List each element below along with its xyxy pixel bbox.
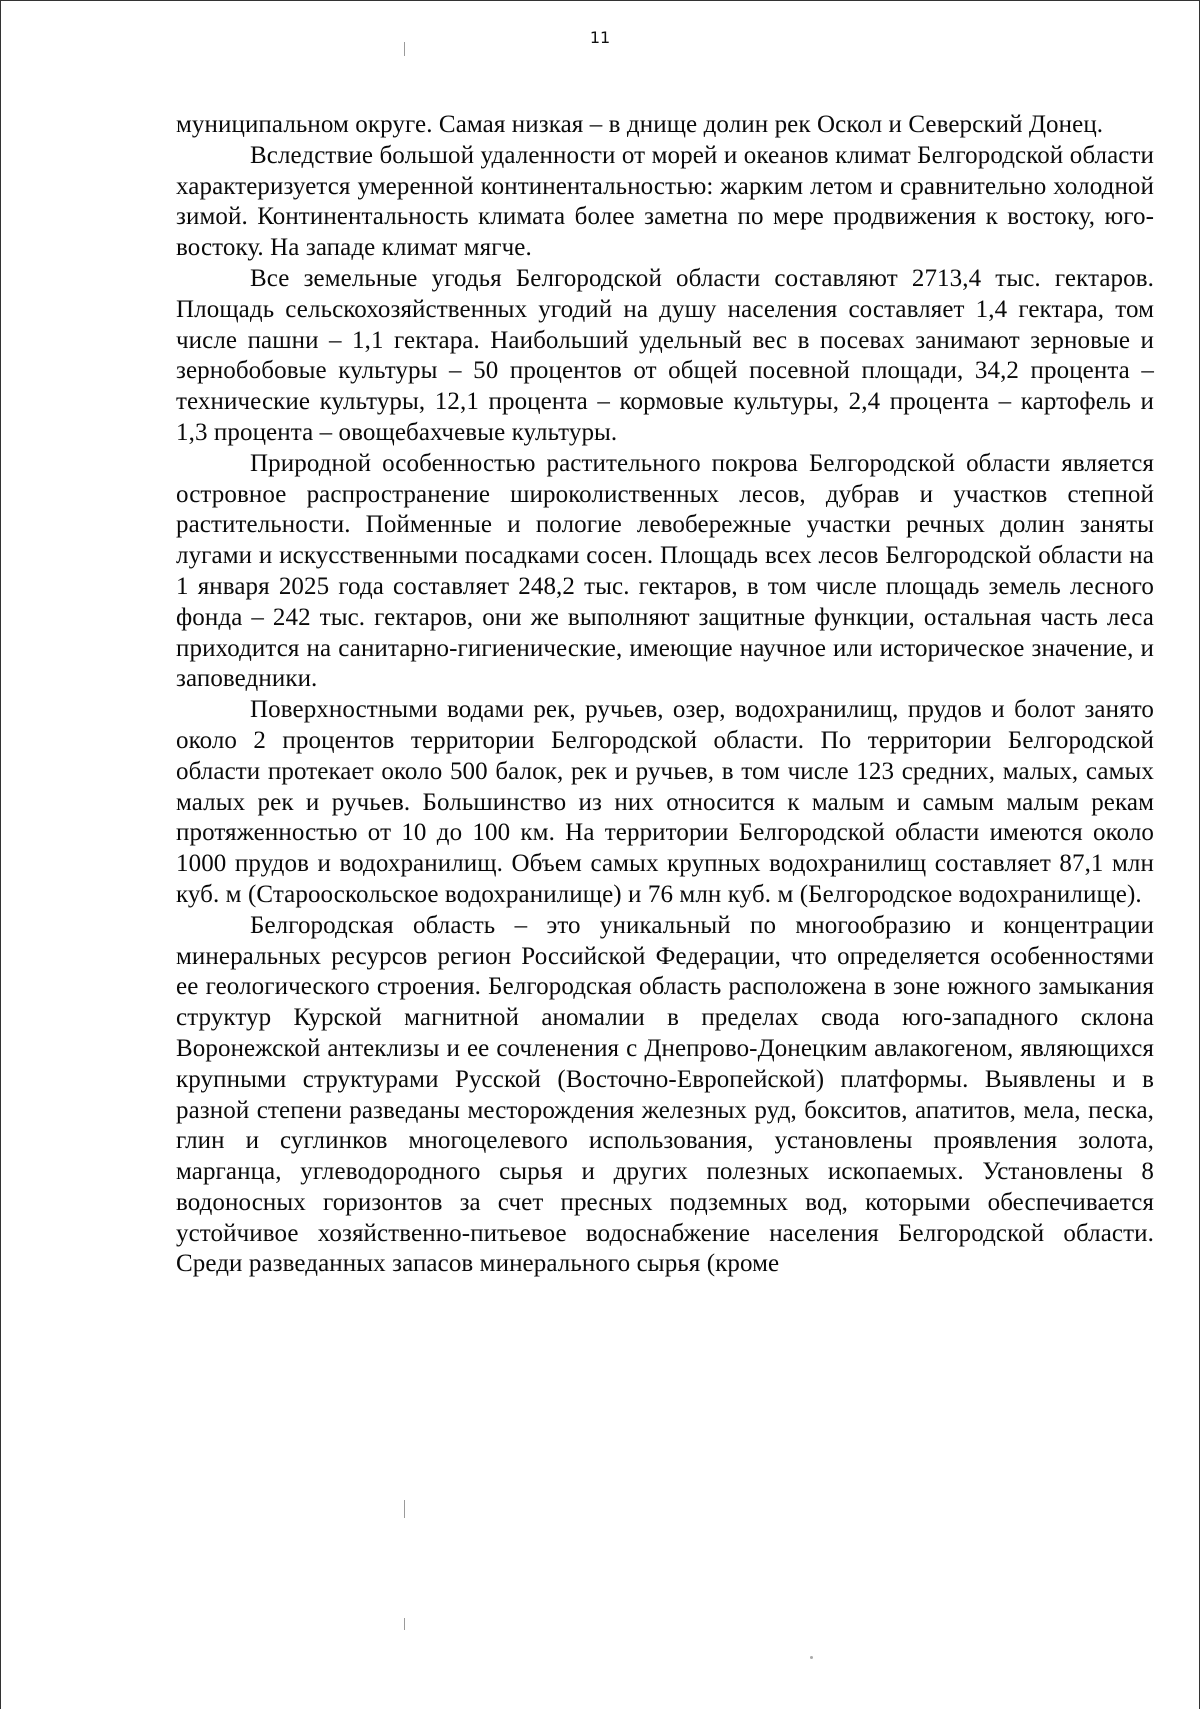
scan-speck [810,1656,813,1659]
scan-fold-mark [404,1618,405,1630]
scan-fold-mark [404,1500,405,1518]
paragraph: Вследствие большой удаленности от морей и океанов климат Белгородской области характеризуется умеренной континентальностью: жарким летом и сравнительно холодной зимой. Континентальность климата более заметна по мере продвижения к востоку, юго-востоку. На западе климат мягче. [176,141,1154,262]
paragraph: Все земельные угодья Белгородской области составляют 2713,4 тыс. гектаров. Площадь сельскохозяйственных угодий на душу населения составляет 1,4 гектара, том числе пашни – 1,1 гектара. Наибольший удельный вес в посевах занимают зерновые и зернобобовые культуры – 50 процентов от общей посевной площади, 34,2 процента – технические культуры, 12,1 процента – кормовые культуры, 2,4 процента – картофель и 1,3 процента – овощебахчевые культуры. [176,264,1154,446]
paragraph: Поверхностными водами рек, ручьев, озер, водохранилищ, прудов и болот занято около 2 процентов территории Белгородской области. По территории Белгородской области протекает около 500 балок, рек и ручьев, в том числе 123 средних, малых, самых малых рек и ручьев. Большинство из них относится к малым и самым малым рекам протяженностью от 10 до 100 км. На территории Белгородской области имеются около 1000 прудов и водохранилищ. Объем самых крупных водохранилищ составляет 87,1 млн куб. м (Старооскольское водохранилище) и 76 млн куб. м (Белгородское водохранилище). [176,696,1154,908]
scan-edge [0,0,1,1709]
paragraph: Белгородская область – это уникальный по многообразию и концентрации минеральных ресурсов регион Российской Федерации, что определяется особенностями ее геологического строения. Белгородская область расположена в зоне южного замыкания структур Курской магнитной аномалии в пределах свода юго-западного склона Воронежской антеклизы и ее сочленения с Днепрово-Донецким авлакогеном, являющихся крупными структурами Русской (Восточно-Европейской) платформы. Выявлены и в разной степени разведаны месторождения железных руд, бокситов, апатитов, мела, песка, глин и суглинков многоцелевого использования, установлены проявления золота, марганца, углеводородного сырья и других полезных ископаемых. Установлены 8 водоносных горизонтов за счет пресных подземных вод, которыми обеспечивается устойчивое хозяйственно-питьевое водоснабжение населения Белгородской области. Среди разведанных запасов минерального сырья (кроме [176,911,1154,1278]
page-number: 11 [589,28,611,47]
scan-edge [0,0,1200,1]
document-body [176,110,1154,1280]
paragraph: Природной особенностью растительного покрова Белгородской области является островное распространение широколиственных лесов, дубрав и участков степной растительности. Пойменные и пологие левобережные участки речных долин заняты лугами и искусственными посадками сосен. Площадь всех лесов Белгородской области на 1 января 2025 года составляет 248,2 тыс. гектаров, в том числе площадь земель лесного фонда – 242 тыс. гектаров, они же выполняют защитные функции, остальная часть леса приходится на санитарно-гигиенические, имеющие научное или историческое значение, и заповедники. [176,449,1154,693]
paragraph: муниципальном округе. Самая низкая – в днище долин рек Оскол и Северский Донец. [176,111,1104,138]
